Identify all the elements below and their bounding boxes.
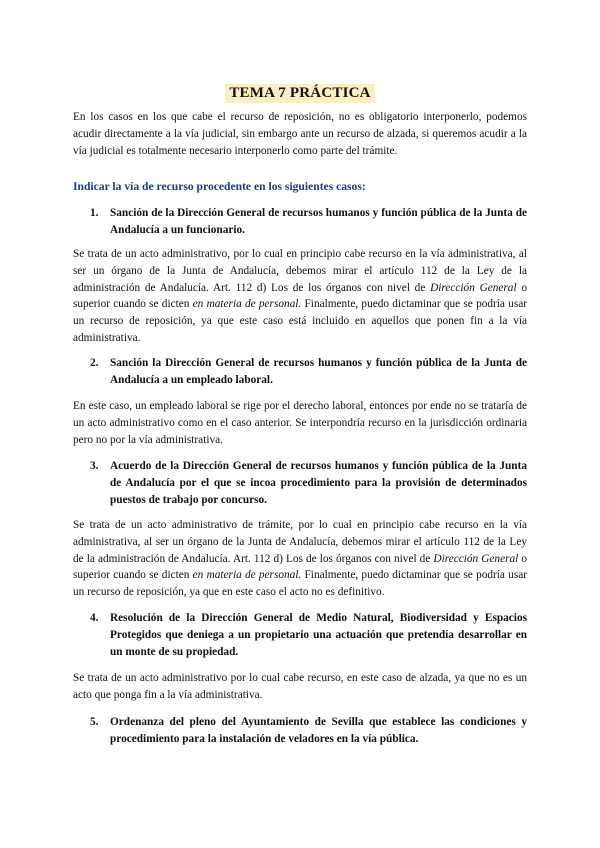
answer-italic: Dirección General [433,552,519,565]
question-text: Ordenanza del pleno del Ayuntamiento de Sevilla que establece las condiciones y procedimiento para la instalación de veladores en la vía pública. [110,716,527,745]
answer-paragraph-3 [73,517,527,601]
answer-paragraph-2: En este caso, un empleado laboral se rige por el derecho laboral, entonces por ende no se trataría de un acto administrativo como en el caso anterior. Se interpondría recurso en la jurisdicción ordinaria pero no por la vía administrativa. [73,400,527,446]
question-number: 2. [90,357,99,369]
question-item-5 [90,714,527,748]
answer-italic: Dirección General [430,281,517,294]
question-number: 4. [90,612,99,624]
question-item-2 [90,355,527,389]
answer-text: o superior cuando se dicten [73,281,527,311]
intro-paragraph: En los casos en los que cabe el recurso de reposición, no es obligatorio interponerlo, podemos acudir directamente a la vía judicial, sin embargo ante un recurso de alzada, si queremos acudir a la vía judicial es totalmente necesario interponerlo como parte del trámite. [73,111,527,157]
answer-italic: en materia de personal. [192,298,302,311]
question-item-1 [90,205,527,239]
question-text: Acuerdo de la Dirección General de recursos humanos y función pública de la Junta de Andalucía por el que se incoa procedimiento para la provisión de determinados puestos de trabajo por concurso. [110,460,527,506]
answer-text: Finalmente, puedo dictaminar que se podría usar un recurso de reposición, ya que este caso está incluido en aquellos que ponen fin a la vía administrativa. [73,298,527,344]
question-text: Sanción la Dirección General de recursos humanos y función pública de la Junta de Andalucía a un empleado laboral. [110,357,527,386]
answer-italic: en materia de personal. [192,569,302,582]
question-item-3 [90,458,527,508]
section-heading: Indicar la vía de recurso procedente en los siguientes casos: [73,180,366,193]
question-number: 3. [90,460,99,472]
question-text: Sanción de la Dirección General de recursos humanos y función pública de la Junta de Andalucía a un funcionario. [110,207,527,236]
question-item-4 [90,610,527,660]
question-number: 1. [90,207,99,219]
answer-text: Se trata de un acto administrativo, por lo cual en principio cabe recurso en la vía administrativa, al ser un órgano de la Junta de Andalucía, debemos mirar el artículo 112 de la Ley de la administración de Andalucía. Art. 112 d) Los de los órganos con nivel de [73,248,527,294]
answer-text: Finalmente, puedo dictaminar que se podría usar un recurso de reposición, ya que en este caso el acto no es definitivo. [73,569,527,599]
answer-paragraph-4: Se trata de un acto administrativo por lo cual cabe recurso, en este caso de alzada, ya que no es un acto que ponga fin a la vía administrativa. [73,672,527,701]
question-number: 5. [90,716,99,728]
answer-text: Se trata de un acto administrativo de trámite, por lo cual en principio cabe recurso en la vía administrativa, al ser un órgano de la Junta de Andalucía, debemos mirar el artículo 112 de la Ley de la administración de Andalucía. Art. 112 d) Los de los órganos con nivel de [73,519,527,565]
answer-text: o superior cuando se dicten [73,552,527,582]
page-title: TEMA 7 PRÁCTICA [225,84,374,103]
question-text: Resolución de la Dirección General de Medio Natural, Biodiversidad y Espacios Protegidos que deniega a un propietario una actuación que pretendía desarrollar en un monte de su propiedad. [110,612,527,658]
answer-paragraph-1 [73,246,527,347]
title-wrapper [0,84,600,103]
